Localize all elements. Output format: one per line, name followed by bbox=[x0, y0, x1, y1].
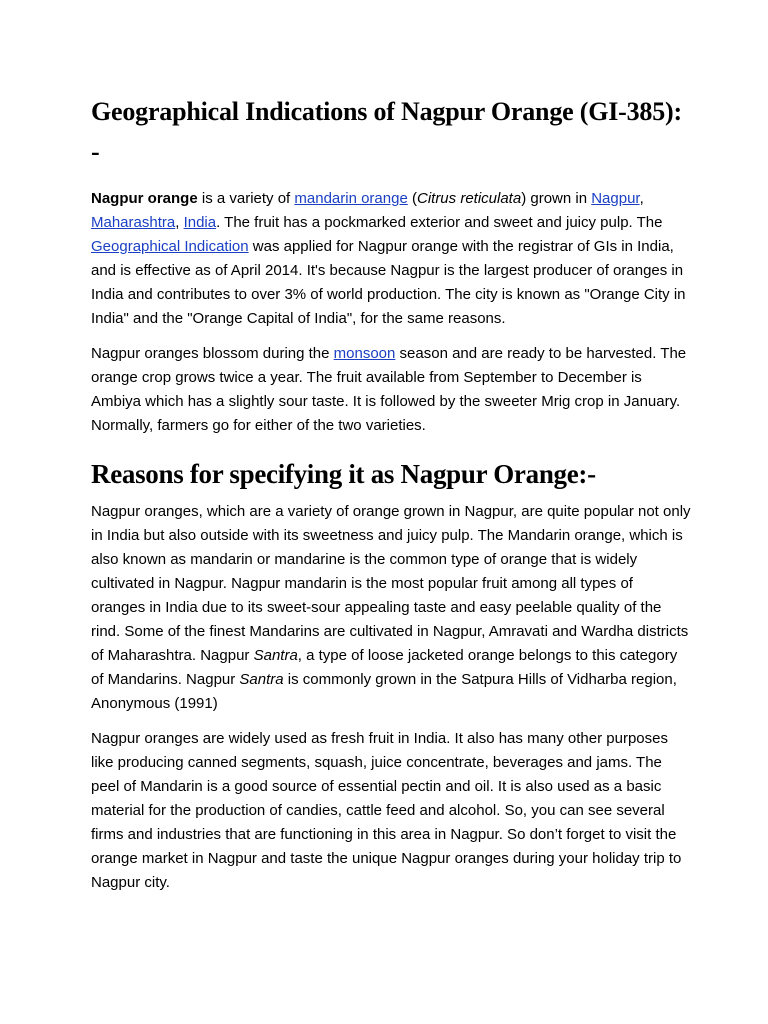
heading-gi bbox=[91, 92, 691, 172]
italic-santra: Santra bbox=[239, 671, 284, 688]
text-run: ( bbox=[407, 190, 417, 207]
paragraph-intro bbox=[91, 187, 691, 331]
heading-gi-text: Geographical Indications of Nagpur Orange (GI-385): bbox=[91, 97, 682, 126]
text-run: season and are ready to be harvested. The orange crop grows twice a year. The fruit available from September to December is Ambiya which has a slightly sour taste. It is followed by the sweeter Mrig crop in January. Normally, farmers go for either of the two varieties. bbox=[91, 345, 687, 434]
text-run: Nagpur oranges blossom during the bbox=[91, 345, 334, 362]
link-maharashtra[interactable]: Maharashtra bbox=[91, 214, 176, 231]
text-run: was applied for Nagpur orange with the registrar of GIs in India, and is effective as of April 2014. It's because Nagpur is the largest producer of oranges in India and contributes to over 3% of world production. The city is known as "Orange City in India" and the "Orange Capital of India", for the same reasons. bbox=[91, 238, 686, 327]
text-run: is commonly grown in the Satpura Hills of Vidharba region, Anonymous (1991) bbox=[91, 671, 677, 712]
bold-lead-text: Nagpur orange bbox=[91, 190, 198, 207]
paragraph-reasons bbox=[91, 500, 691, 716]
paragraph-uses: Nagpur oranges are widely used as fresh fruit in India. It also has many other purposes like producing canned segments, squash, juice concentrate, beverages and jams. The peel of Mandarin is a good source of essential pectin and oil. It is also used as a basic material for the production of candies, cattle feed and alcohol. So, you can see several firms and industries that are functioning in this area in Nagpur. So don’t forget to visit the orange market in Nagpur and taste the unique Nagpur oranges during your holiday trip to Nagpur city. bbox=[91, 730, 682, 891]
paragraph-monsoon bbox=[91, 342, 691, 438]
link-monsoon[interactable]: monsoon bbox=[333, 345, 396, 362]
heading-gi-dash: - bbox=[91, 137, 100, 166]
link-india[interactable]: India bbox=[183, 214, 217, 231]
document-page bbox=[91, 92, 691, 906]
italic-santra: Santra bbox=[253, 647, 298, 664]
link-mandarin-orange[interactable]: mandarin orange bbox=[294, 190, 408, 207]
link-nagpur[interactable]: Nagpur bbox=[591, 190, 640, 207]
link-geographical-indication[interactable]: Geographical Indication bbox=[91, 238, 249, 255]
text-run: ) grown in bbox=[521, 190, 592, 207]
text-run: , bbox=[175, 214, 184, 231]
text-run: Nagpur oranges, which are a variety of orange grown in Nagpur, are quite popular not only in India but also outside with its sweetness and juicy pulp. The Mandarin orange, which is also known as mandarin or mandarine is the common type of orange that is widely cultivated in Nagpur. Nagpur mandarin is the most popular fruit among all types of oranges in India due to its sweet-sour appealing taste and easy peelable quality of the rind. Some of the finest Mandarins are cultivated in Nagpur, Amravati and Wardha districts of Maharashtra. Nagpur bbox=[91, 503, 691, 664]
text-run: , a type of loose jacketed orange belongs to this category of Mandarins. Nagpur bbox=[91, 647, 678, 688]
italic-species: Citrus reticulata bbox=[416, 190, 522, 207]
text-run: . The fruit has a pockmarked exterior and sweet and juicy pulp. The bbox=[216, 214, 663, 231]
heading-reasons: Reasons for specifying it as Nagpur Orange:- bbox=[91, 459, 596, 489]
text-run: , bbox=[639, 190, 644, 207]
text-run: is a variety of bbox=[197, 190, 295, 207]
